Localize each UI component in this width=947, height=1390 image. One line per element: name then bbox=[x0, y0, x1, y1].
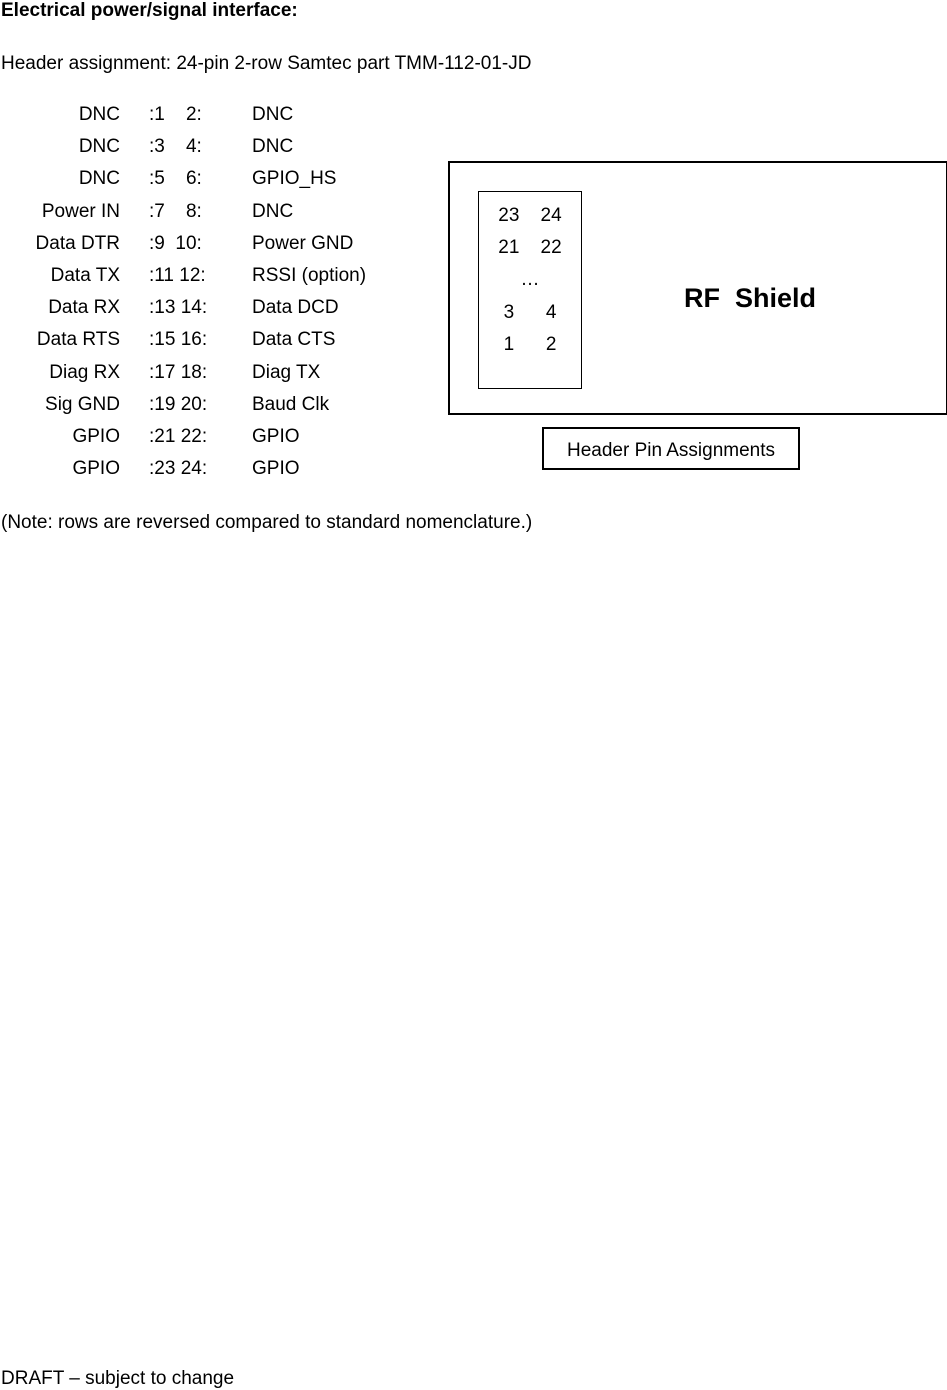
pin-left-signal: Data DTR bbox=[35, 233, 120, 254]
pin-right-signal: GPIO bbox=[252, 458, 300, 479]
pin-right-signal: Power GND bbox=[252, 233, 354, 254]
pin-row bbox=[0, 426, 440, 450]
pin-row bbox=[0, 201, 440, 225]
pin-left-signal: DNC bbox=[78, 136, 120, 157]
pin-numbers: :1 2: bbox=[149, 104, 202, 125]
pin-numbers: :3 4: bbox=[149, 136, 202, 157]
header-ellipsis: … bbox=[520, 269, 540, 290]
pin-assignment-table bbox=[0, 104, 440, 494]
pin-right-signal: Diag TX bbox=[252, 362, 321, 383]
pin-numbers: :19 20: bbox=[149, 394, 208, 415]
pin-row bbox=[0, 233, 440, 257]
header-pin-row: 21 22 bbox=[498, 237, 562, 258]
pin-right-signal: Data CTS bbox=[252, 329, 336, 350]
pin-numbers: :15 16: bbox=[149, 329, 208, 350]
pin-row bbox=[0, 458, 440, 482]
pin-row bbox=[0, 265, 440, 289]
pin-left-signal: Sig GND bbox=[45, 394, 120, 415]
pin-right-signal: GPIO_HS bbox=[252, 168, 337, 189]
pin-right-signal: GPIO bbox=[252, 426, 300, 447]
pin-row bbox=[0, 297, 440, 321]
pin-numbers: :13 14: bbox=[149, 297, 208, 318]
rf-shield-diagram bbox=[448, 161, 947, 415]
pin-right-signal: DNC bbox=[252, 104, 294, 125]
pin-right-signal: Baud Clk bbox=[252, 394, 330, 415]
pin-numbers: :21 22: bbox=[149, 426, 208, 447]
note-text: (Note: rows are reversed compared to standard nomenclature.) bbox=[1, 512, 533, 533]
pin-left-signal: Data RTS bbox=[36, 329, 120, 350]
header-pin-row: 23 24 bbox=[498, 205, 562, 226]
pin-row bbox=[0, 362, 440, 386]
pin-left-signal: Power IN bbox=[41, 201, 120, 222]
pin-numbers: :9 10: bbox=[149, 233, 202, 254]
pin-left-signal: DNC bbox=[78, 104, 120, 125]
pin-numbers: :5 6: bbox=[149, 168, 202, 189]
diagram-caption: Header Pin Assignments bbox=[566, 440, 776, 461]
pin-right-signal: RSSI (option) bbox=[252, 265, 367, 286]
pin-left-signal: Data TX bbox=[50, 265, 120, 286]
pin-numbers: :7 8: bbox=[149, 201, 202, 222]
pin-row bbox=[0, 104, 440, 128]
pin-row bbox=[0, 168, 440, 192]
pin-row bbox=[0, 136, 440, 160]
pin-row bbox=[0, 394, 440, 418]
section-heading: Electrical power/signal interface: bbox=[1, 0, 298, 21]
rf-shield-label: RF Shield bbox=[684, 283, 817, 313]
pin-numbers: :11 12: bbox=[149, 265, 206, 286]
header-assignment-text: Header assignment: 24-pin 2-row Samtec part TMM-112-01-JD bbox=[1, 53, 532, 74]
draft-footer: DRAFT – subject to change bbox=[1, 1368, 235, 1389]
pin-left-signal: DNC bbox=[78, 168, 120, 189]
pin-numbers: :23 24: bbox=[149, 458, 208, 479]
pin-left-signal: Data RX bbox=[48, 297, 120, 318]
pin-right-signal: DNC bbox=[252, 201, 294, 222]
pin-left-signal: GPIO bbox=[72, 426, 120, 447]
header-pin-box bbox=[478, 191, 582, 389]
diagram-caption-box bbox=[542, 427, 800, 470]
pin-left-signal: GPIO bbox=[72, 458, 120, 479]
pin-right-signal: DNC bbox=[252, 136, 294, 157]
pin-right-signal: Data DCD bbox=[252, 297, 339, 318]
header-pin-row: 3 4 bbox=[503, 302, 557, 323]
pin-left-signal: Diag RX bbox=[49, 362, 120, 383]
header-pin-row: 1 2 bbox=[503, 334, 557, 355]
pin-row bbox=[0, 329, 440, 353]
pin-numbers: :17 18: bbox=[149, 362, 208, 383]
